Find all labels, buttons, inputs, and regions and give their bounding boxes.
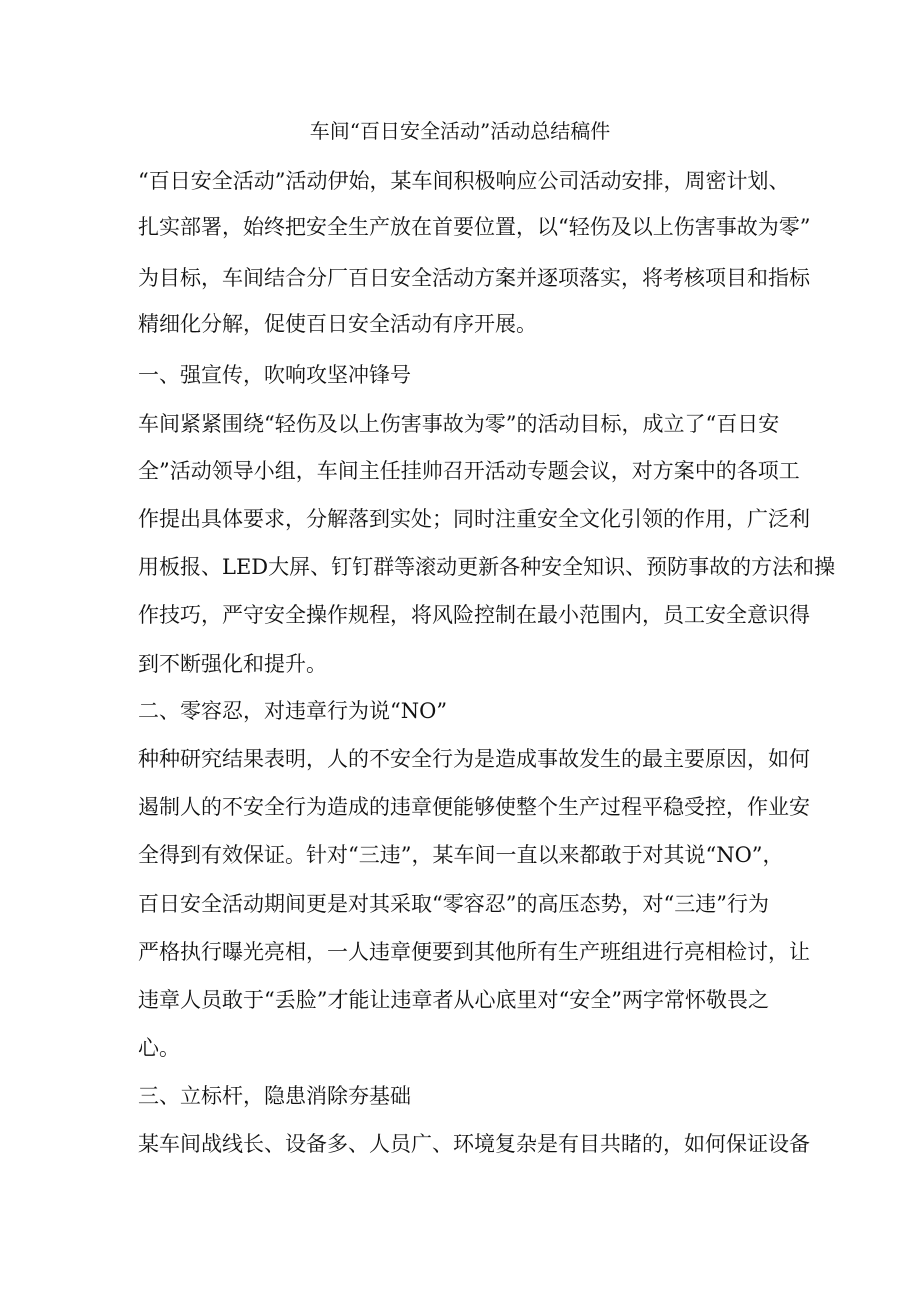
paragraph-1-line-1: “百日安全活动”活动伊始，某车间积极响应公司活动安排，周密计划、 — [138, 169, 790, 193]
section-2-line-1: 种种研究结果表明，人的不安全行为是造成事故发生的最主要原因，如何 — [138, 747, 810, 771]
section-2-line-6: 违章人员敢于“丢脸”才能让违章者从心底里对“安全”两字常怀敬畏之 — [138, 988, 769, 1012]
section-1-line-1: 车间紧紧围绕“轻伤及以上伤害事故为零”的活动目标，成立了“百日安 — [138, 412, 780, 436]
section-2-line-4: 百日安全活动期间更是对其采取“零容忍”的高压态势，对“三违”行为 — [138, 892, 769, 916]
section-1-line-4: 用板报、LED大屏、钉钉群等滚动更新各种安全知识、预防事故的方法和操 — [138, 555, 836, 579]
section-2-line-3: 全得到有效保证。针对“三违”，某车间一直以来都敢于对其说“NO”， — [138, 843, 784, 867]
paragraph-1-line-3: 为目标，车间结合分厂百日安全活动方案并逐项落实，将考核项目和指标 — [138, 266, 810, 290]
section-heading-1: 一、强宣传，吹响攻坚冲锋号 — [138, 363, 411, 387]
section-1-line-2: 全”活动领导小组，车间主任挂帅召开活动专题会议，对方案中的各项工 — [138, 459, 800, 483]
section-1-line-3: 作提出具体要求，分解落到实处；同时注重安全文化引领的作用，广泛利 — [138, 507, 810, 531]
section-1-line-5: 作技巧，严守安全操作规程，将风险控制在最小范围内，员工安全意识得 — [138, 603, 810, 627]
section-2-line-5: 严格执行曝光亮相，一人违章便要到其他所有生产班组进行亮相检讨，让 — [138, 940, 810, 964]
section-heading-3: 三、立标杆，隐患消除夯基础 — [138, 1084, 411, 1108]
section-2-line-7: 心。 — [138, 1036, 180, 1060]
paragraph-1-line-2: 扎实部署，始终把安全生产放在首要位置，以“轻伤及以上伤害事故为零” — [138, 215, 811, 239]
section-2-line-2: 遏制人的不安全行为造成的违章便能够使整个生产过程平稳受控，作业安 — [138, 795, 810, 819]
section-3-line-1: 某车间战线长、设备多、人员广、环境复杂是有目共睹的，如何保证设备 — [138, 1132, 810, 1156]
document-title: 车间“百日安全活动”活动总结稿件 — [309, 119, 611, 143]
paragraph-1-line-4: 精细化分解，促使百日安全活动有序开展。 — [138, 312, 537, 336]
section-heading-2: 二、零容忍，对违章行为说“NO” — [138, 699, 448, 723]
section-1-line-6: 到不断强化和提升。 — [138, 652, 327, 676]
